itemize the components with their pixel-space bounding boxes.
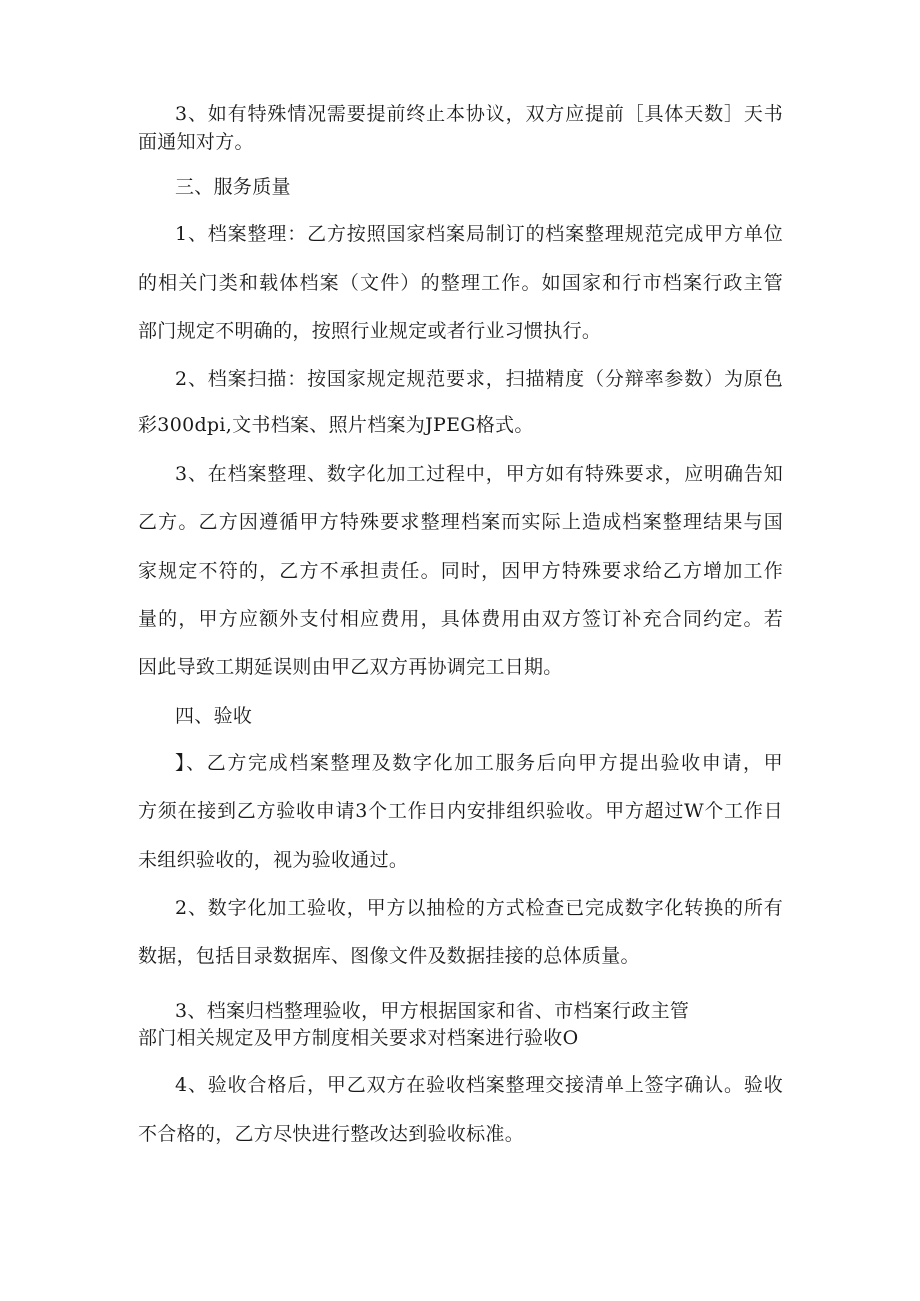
para-3-termination-line-2: 面通知对方。 [138,131,254,153]
para-archive-sorting-line-2: 的相关门类和载体档案（文件）的整理工作。如国家和行市档案行政主管 [138,272,783,294]
para-special-requirements-line-1: 3、在档案整理、数字化加工过程中，甲方如有特殊要求，应明确告知 [175,463,783,485]
para-special-requirements-line-5: 因此导致工期延误则由甲乙双方再协调完工日期。 [138,656,563,678]
para-special-requirements-line-4: 量的，甲方应额外支付相应费用，具体费用由双方签订补充合同约定。若 [138,608,783,630]
para-archive-sorting-line-3: 部门规定不明确的，按照行业规定或者行业习惯执行。 [138,320,602,342]
para-acceptance-request-line-2: 方须在接到乙方验收申请3个工作日内安排组织验收。甲方超过W个工作日 [138,800,783,822]
para-archiving-acceptance-line-2: 部门相关规定及甲方制度相关要求对档案进行验收O [138,1027,579,1049]
para-archive-sorting-line-1: 1、档案整理：乙方按照国家档案局制订的档案整理规范完成甲方单位 [175,223,783,245]
para-digitization-acceptance-line-2: 数据，包括目录数据库、图像文件及数据挂接的总体质量。 [138,945,640,967]
para-acceptance-request-line-3: 未组织验收的，视为验收通过。 [138,849,409,871]
para-special-requirements-line-2: 乙方。乙方因遵循甲方特殊要求整理档案而实际上造成档案整理结果与国 [138,511,783,533]
para-acceptance-request-line-1: 】、乙方完成档案整理及数字化加工服务后向甲方提出验收申请，甲 [175,752,783,774]
section-3-heading: 三、服务质量 [175,176,291,198]
para-digitization-acceptance-line-1: 2、数字化加工验收，甲方以抽检的方式检查已完成数字化转换的所有 [175,897,783,919]
para-special-requirements-line-3: 家规定不符的，乙方不承担责任。同时，因甲方特殊要求给乙方增加工作 [138,560,783,582]
para-archive-scanning-line-2: 彩300dpi,文书档案、照片档案为JPEG格式。 [138,414,534,436]
section-4-heading: 四、验收 [175,705,253,727]
para-archive-scanning-line-1: 2、档案扫描：按国家规定规范要求，扫描精度（分辩率参数）为原色 [175,368,783,390]
para-acceptance-signoff-line-2: 不合格的，乙方尽快进行整改达到验收标准。 [138,1123,525,1145]
para-archiving-acceptance-line-1: 3、档案归档整理验收，甲方根据国家和省、市档案行政主管 [175,1000,690,1022]
para-acceptance-signoff-line-1: 4、验收合格后，甲乙双方在验收档案整理交接清单上签字确认。验收 [175,1074,783,1096]
para-3-termination-line-1: 3、如有特殊情况需要提前终止本协议，双方应提前［具体天数］天书 [175,103,783,125]
